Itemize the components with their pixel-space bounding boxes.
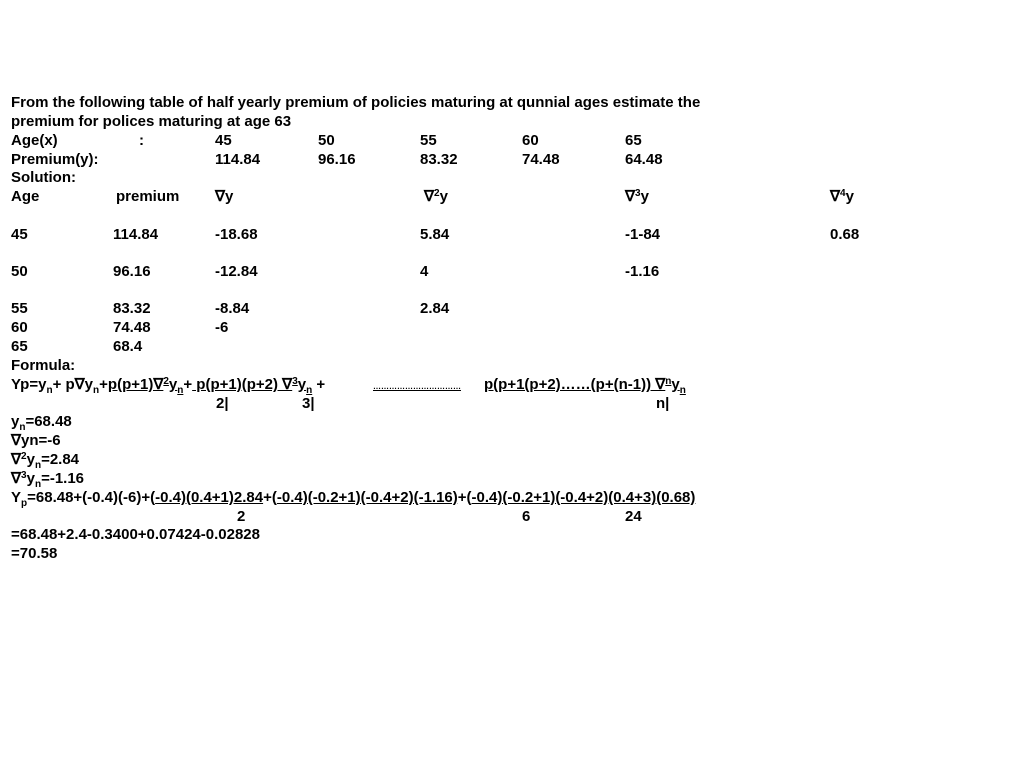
row-premium: 68.4: [113, 338, 143, 355]
header-third-difference: ∇$^3$y: [625, 188, 649, 205]
formula-dots: ……………………………: [373, 382, 461, 391]
row-age: 55: [11, 300, 28, 317]
given-premium: 64.48: [625, 151, 663, 168]
row-d4: 0.68: [830, 226, 860, 243]
row-d3: -1-84: [625, 226, 661, 243]
row-d1: -18.68: [215, 226, 258, 243]
calculation-line-2: =68.48+2.4-0.3400+0.07424-0.02828: [11, 526, 260, 543]
final-answer: =70.58: [11, 545, 58, 562]
formula-heading: Formula:: [11, 357, 76, 374]
formula-general-term: p(p+1(p+2)……(p+(n-1)) $\nabla^ny_n$: [484, 376, 686, 396]
row-d2: 4: [420, 263, 429, 280]
age-label: Age(x): [11, 132, 58, 149]
header-first-difference: ∇y: [215, 188, 234, 205]
value-yn: $y_n=68.48$: [11, 413, 72, 433]
row-age: 65: [11, 338, 28, 355]
row-premium: 83.32: [113, 300, 151, 317]
row-d2: 2.84: [420, 300, 450, 317]
row-d1: -12.84: [215, 263, 258, 280]
given-premium: 114.84: [215, 151, 261, 168]
given-premium: 74.48: [522, 151, 560, 168]
row-d2: 5.84: [420, 226, 450, 243]
given-age: 65: [625, 132, 642, 149]
solution-heading: Solution:: [11, 169, 76, 186]
row-premium: 96.16: [113, 263, 151, 280]
row-premium: 114.84: [113, 226, 159, 243]
row-age: 50: [11, 263, 28, 280]
given-age: 50: [318, 132, 335, 149]
row-d3: -1.16: [625, 263, 660, 280]
calculation-denominator: 24: [625, 508, 642, 525]
row-d1: -6: [215, 319, 229, 336]
given-age: 45: [215, 132, 232, 149]
value-first-difference: ∇yn=-6: [11, 432, 61, 449]
newton-backward-formula: $Yp=y_n+ p\nabla y_n+p(p+1)\nabla^2y_n+ p(p+1)(p+2) \nabla^3y_n$ +: [11, 376, 326, 396]
row-d1: -8.84: [215, 300, 250, 317]
formula-denominator: 2|: [216, 395, 229, 412]
header-fourth-difference: ∇$^4$y: [830, 188, 854, 205]
row-premium: 74.48: [113, 319, 151, 336]
header-age: Age: [11, 188, 40, 205]
problem-line-1: From the following table of half yearly premium of policies maturing at qunnial ages estimate the: [11, 94, 701, 111]
problem-line-2: premium for polices maturing at age 63: [11, 113, 292, 130]
given-premium: 83.32: [420, 151, 458, 168]
formula-denominator: n|: [656, 395, 670, 412]
given-age: 60: [522, 132, 539, 149]
calculation-denominator: 6: [522, 508, 531, 525]
age-colon: :: [139, 132, 144, 149]
premium-label: Premium(y):: [11, 151, 99, 168]
value-third-difference: $\nabla^3y_n=-1.16$: [11, 470, 85, 490]
row-age: 60: [11, 319, 28, 336]
value-second-difference: $\nabla^2y_n=2.84$: [11, 451, 80, 471]
row-age: 45: [11, 226, 28, 243]
header-second-difference: ∇$^2$y: [424, 188, 448, 205]
calculation-denominator: 2: [237, 508, 246, 525]
header-premium: premium: [116, 188, 180, 205]
formula-denominator: 3|: [302, 395, 315, 412]
given-age: 55: [420, 132, 437, 149]
calculation-line-1: $Y_p=68.48+(-0.4)(-6)+(-0.4)(0.4+1)2.84+(-0.4)(-0.2+1)(-0.4+2)(-1.16)+(-0.4)(-0.2+1)(-0.4+2)(0.4+3)(0.68)$: [11, 489, 696, 509]
given-premium: 96.16: [318, 151, 356, 168]
